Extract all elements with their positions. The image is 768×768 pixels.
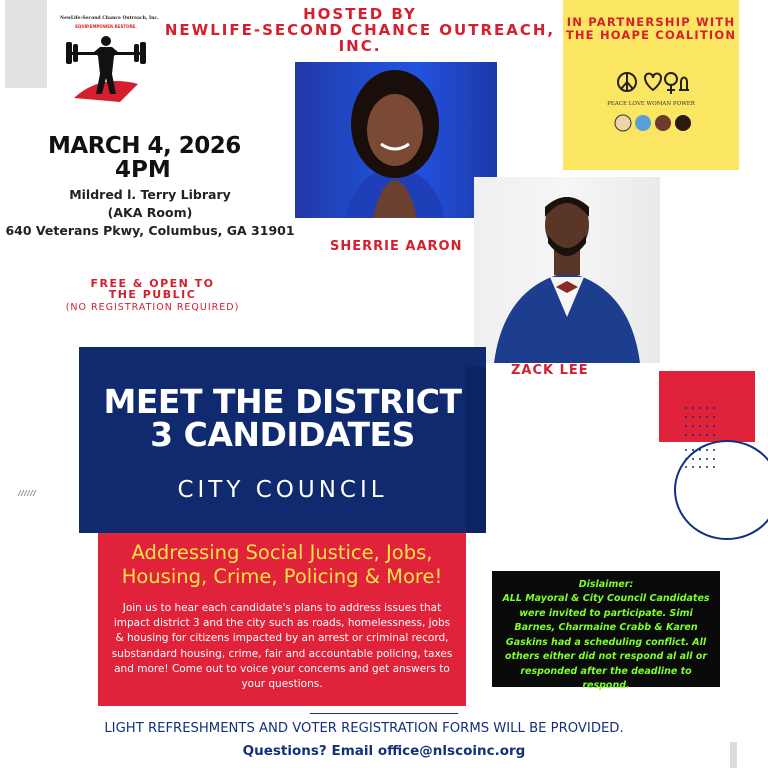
host-logo (60, 14, 159, 104)
event-date: MARCH 4, 2026 (48, 133, 241, 159)
disclaimer-title: Dislaimer: (578, 579, 634, 590)
candidate-name-zack: ZACK LEE (511, 363, 589, 378)
free-admission (55, 278, 250, 300)
coalition-faces-icon (613, 112, 693, 134)
logo-tagline: EQUIP.EMPOWER.RESTORE. (75, 24, 137, 29)
main-banner (79, 347, 486, 533)
logo-org-name: NewLife-Second Chance Outreach, Inc. (60, 16, 159, 21)
topics-body: Join us to hear each candidate's plans to address issues that impact district 3 and the city such as roads, homelessness, jobs & housing for citizens impacted by an arrest or criminal record, substandard housing, crime, fair and accountable policing, taxes and more! Come out to voice your concerns and get answers to your questions. (111, 602, 453, 691)
candidate-photo-sherrie (295, 62, 497, 218)
portrait-icon (474, 177, 660, 363)
venue-room: (AKA Room) (107, 205, 193, 220)
banner-subtitle: CITY COUNCIL (177, 477, 388, 503)
weightlifter-icon (60, 14, 159, 104)
host-name: NEWLIFE-SECOND CHANCE OUTREACH, INC. (164, 21, 556, 55)
partnership-title (563, 16, 739, 42)
disclaimer-body: ALL Mayoral & City Council Candidates were invited to participate. Simi Barnes, Charmaine Crabb & Karen Gaskins had a scheduling conflict. All others either did not respond al all or responded after the deadline to respond. (502, 593, 710, 691)
event-venue (0, 186, 300, 240)
partnership-tagline: PEACE LOVE WOMAN POWER (607, 101, 695, 107)
disclaimer-box (492, 571, 720, 691)
candidate-photo-zack (474, 177, 660, 363)
decorative-hatch (17, 490, 39, 496)
contact-email: Questions? Email office@nlscoinc.org (242, 743, 526, 759)
topics-box (98, 533, 466, 706)
partnership-line2: THE HOAPE COALITION (565, 28, 737, 42)
topics-heading (98, 541, 466, 589)
refreshments-note (0, 721, 768, 736)
topics-heading-line2: Housing, Crime, Policing & More! (121, 565, 443, 588)
partnership-line1: IN PARTNERSHIP WITH (566, 15, 736, 29)
refreshments-text: LIGHT REFRESHMENTS AND VOTER REGISTRATION FORMS WILL BE PROVIDED. (104, 721, 624, 736)
no-registration-note: (NO REGISTRATION REQUIRED) (65, 302, 240, 313)
banner-title-line2: 3 CANDIDATES (150, 415, 415, 454)
free-line2: THE PUBLIC (108, 288, 197, 301)
candidate-name-sherrie: SHERRIE AARON (330, 239, 463, 254)
hosted-by-label: HOSTED BY (303, 5, 417, 23)
portrait-icon (295, 62, 497, 218)
peace-love-woman-power-icon (613, 64, 693, 104)
venue-name: Mildred l. Terry Library (69, 187, 231, 202)
venue-address: 640 Veterans Pkwy, Columbus, GA 31901 (5, 223, 295, 238)
banner-title (79, 382, 486, 454)
decorative-gray-block (5, 0, 47, 88)
partnership-panel (563, 0, 739, 170)
hosted-by (150, 6, 570, 54)
decorative-circle (674, 440, 768, 540)
banner-title-line1: MEET THE DISTRICT (103, 382, 462, 421)
footer-divider (310, 713, 458, 714)
free-line1: FREE & OPEN TO (90, 277, 215, 290)
event-time: 4PM (115, 157, 171, 183)
topics-heading-line1: Addressing Social Justice, Jobs, (131, 541, 433, 564)
